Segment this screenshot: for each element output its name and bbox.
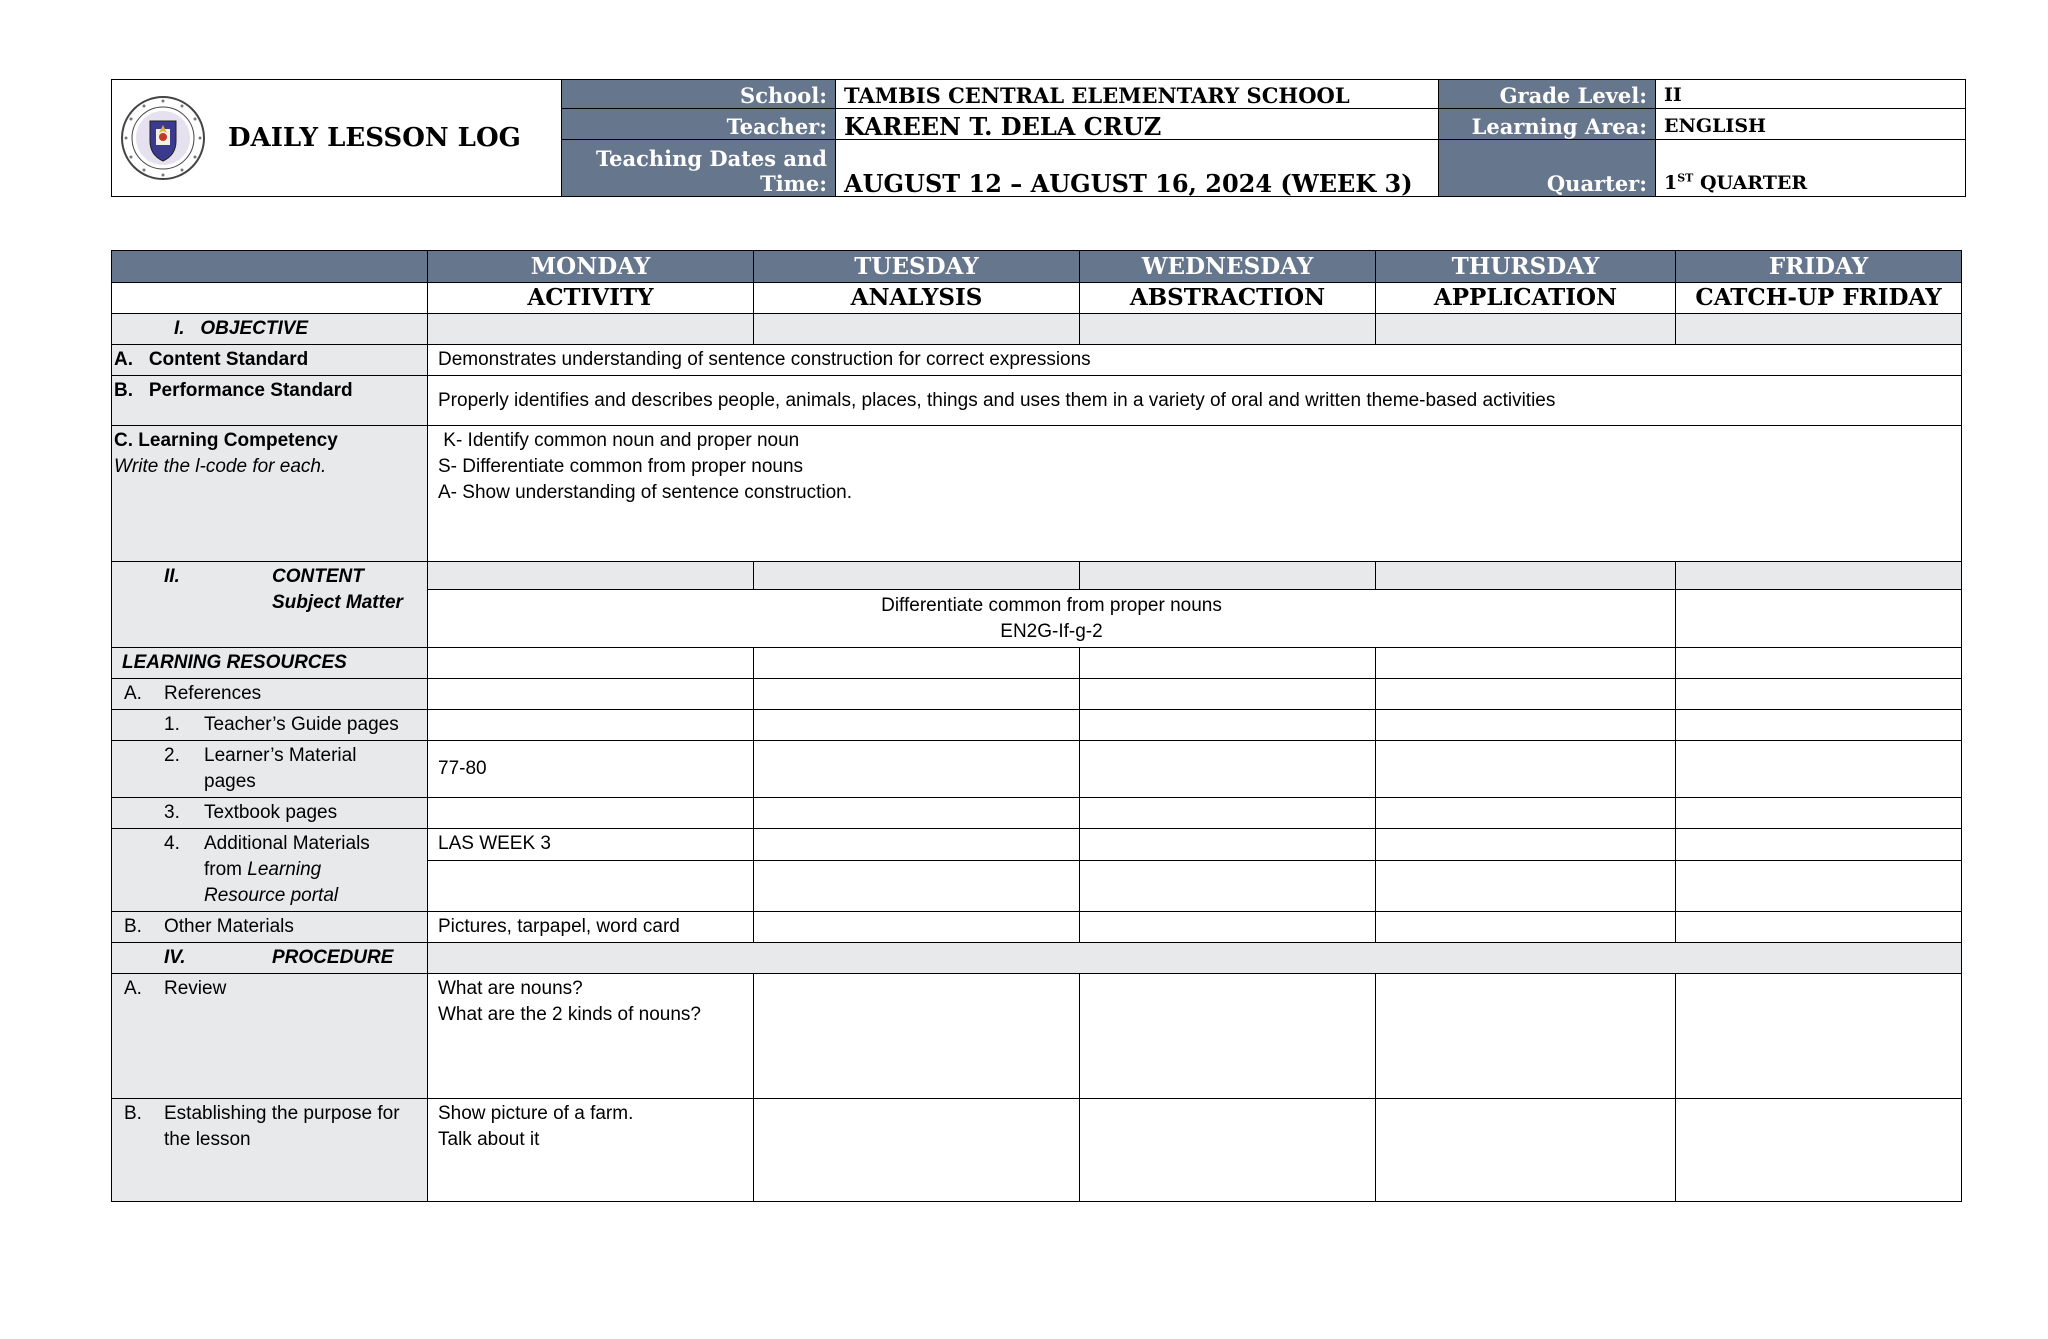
review-label: [112, 974, 428, 1099]
table-cell: [1376, 1099, 1676, 1202]
table-cell: [1080, 679, 1376, 710]
additional-materials-label: [112, 829, 428, 912]
dates-label: [562, 140, 836, 197]
other-materials-value: Pictures, tarpapel, word card: [428, 912, 754, 943]
phases-row: [112, 283, 1962, 314]
resources-heading: LEARNING RESOURCES: [112, 648, 428, 679]
quarter-text: QUARTER: [1693, 172, 1808, 194]
table-cell: [428, 861, 754, 912]
table-cell: [754, 741, 1080, 798]
table-cell: [1376, 829, 1676, 861]
procedure-number: IV.: [164, 947, 186, 968]
dates-label-line-2: Time:: [760, 171, 827, 196]
procedure-label: [112, 943, 428, 974]
table-cell: [1080, 861, 1376, 912]
competency-line: S- Differentiate common from proper nouns: [438, 456, 804, 477]
quarter-label: Quarter:: [1439, 140, 1656, 197]
day-tuesday: TUESDAY: [754, 251, 1080, 283]
quarter-number: 1: [1664, 172, 1678, 194]
content-row: [112, 562, 1962, 590]
table-cell: [1676, 798, 1962, 829]
table-cell: [1676, 648, 1962, 679]
performance-standard-row: [112, 376, 1962, 426]
purpose-text-1: Establishing the purpose for: [164, 1103, 400, 1124]
review-line: What are nouns?: [438, 978, 583, 999]
table-cell: [1376, 710, 1676, 741]
learners-material-label: [112, 741, 428, 798]
table-cell: [1676, 1099, 1962, 1202]
table-cell: [428, 710, 754, 741]
phase-activity: ACTIVITY: [428, 283, 754, 314]
table-cell: [1376, 314, 1676, 345]
table-cell: [754, 829, 1080, 861]
subject-matter-code: EN2G-If-g-2: [1000, 620, 1103, 642]
grade-value: II: [1656, 80, 1966, 109]
table-cell: [754, 710, 1080, 741]
purpose-line: Talk about it: [438, 1129, 540, 1150]
table-cell: [1676, 974, 1962, 1099]
review-line: What are the 2 kinds of nouns?: [438, 1004, 701, 1025]
additional-materials-number: 4.: [164, 833, 180, 854]
content-heading: CONTENT: [272, 566, 364, 587]
references-text: References: [164, 683, 262, 704]
lesson-log-table: [111, 250, 1962, 1202]
table-cell: [754, 648, 1080, 679]
content-number: II.: [164, 566, 180, 587]
procedure-row: [112, 943, 1962, 974]
table-cell: [1376, 798, 1676, 829]
performance-standard-label: B. Performance Standard: [112, 376, 428, 426]
references-label: [112, 679, 428, 710]
procedure-heading: PROCEDURE: [272, 947, 394, 968]
table-cell: [1676, 562, 1962, 590]
other-materials-row: [112, 912, 1962, 943]
other-materials-text: Other Materials: [164, 916, 294, 937]
purpose-line: Show picture of a farm.: [438, 1103, 634, 1124]
learners-material-text-1: Learner’s Material: [204, 745, 357, 766]
teacher-label: Teacher:: [562, 109, 836, 140]
table-cell: [1080, 562, 1376, 590]
objective-heading: I. OBJECTIVE: [174, 318, 309, 339]
teachers-guide-number: 1.: [164, 714, 180, 735]
day-wednesday: WEDNESDAY: [1080, 251, 1376, 283]
header-table: [111, 79, 1966, 197]
review-row: [112, 974, 1962, 1099]
content-standard-value: Demonstrates understanding of sentence construction for correct expressions: [428, 345, 1962, 376]
table-cell: [1376, 912, 1676, 943]
table-cell: [428, 562, 754, 590]
performance-standard-value: Properly identifies and describes people, animals, places, things and uses them in a variety of oral and written theme-based activities: [428, 376, 1962, 426]
corner-cell: [112, 251, 428, 283]
review-text: Review: [164, 978, 227, 999]
learners-material-text-2: pages: [204, 771, 256, 792]
day-monday: MONDAY: [428, 251, 754, 283]
dates-value: AUGUST 12 – AUGUST 16, 2024 (WEEK 3): [836, 140, 1439, 197]
table-cell: [428, 679, 754, 710]
phase-abstraction: ABSTRACTION: [1080, 283, 1376, 314]
additional-materials-text-3: Resource portal: [204, 885, 339, 906]
table-cell: [1376, 741, 1676, 798]
phase-application: APPLICATION: [1376, 283, 1676, 314]
quarter-value: [1656, 140, 1966, 197]
resources-row: [112, 648, 1962, 679]
competency-note: Write the l-code for each.: [114, 456, 327, 477]
teachers-guide-row: [112, 710, 1962, 741]
other-materials-number: B.: [124, 916, 142, 937]
other-materials-label: [112, 912, 428, 943]
purpose-number: B.: [124, 1103, 142, 1124]
table-cell: [1676, 741, 1962, 798]
learners-material-value: 77-80: [428, 741, 754, 798]
table-cell: [1080, 648, 1376, 679]
table-cell: [1376, 648, 1676, 679]
review-value: [428, 974, 754, 1099]
table-cell: [754, 912, 1080, 943]
content-label: [112, 562, 428, 648]
subject-matter-line: Differentiate common from proper nouns: [881, 594, 1222, 616]
content-standard-row: [112, 345, 1962, 376]
competency-heading: C. Learning Competency: [114, 430, 338, 451]
review-number: A.: [124, 978, 142, 999]
table-cell: [1676, 710, 1962, 741]
table-cell: [754, 679, 1080, 710]
objective-label: [112, 314, 428, 345]
phase-blank: [112, 283, 428, 314]
competency-row: [112, 426, 1962, 562]
table-cell: [428, 314, 754, 345]
textbook-text: Textbook pages: [204, 802, 338, 823]
school-value: TAMBIS CENTRAL ELEMENTARY SCHOOL: [836, 80, 1439, 109]
table-cell: [1080, 829, 1376, 861]
subject-matter-heading: Subject Matter: [272, 592, 403, 613]
table-cell: [1080, 912, 1376, 943]
table-cell: [1080, 314, 1376, 345]
additional-materials-text-2a: from: [204, 859, 248, 880]
additional-materials-value: LAS WEEK 3: [428, 829, 754, 861]
deped-seal-icon: [120, 95, 206, 181]
days-row: [112, 251, 1962, 283]
references-number: A.: [124, 683, 142, 704]
phase-catch-up: CATCH-UP FRIDAY: [1676, 283, 1962, 314]
table-cell: [1080, 710, 1376, 741]
content-standard-label: A. Content Standard: [112, 345, 428, 376]
purpose-value: [428, 1099, 754, 1202]
additional-materials-text-2b: Learning: [247, 859, 322, 880]
table-cell: [1080, 974, 1376, 1099]
purpose-label: [112, 1099, 428, 1202]
additional-materials-text-1: Additional Materials: [204, 833, 370, 854]
references-row: [112, 679, 1962, 710]
textbook-label: [112, 798, 428, 829]
table-cell: [1676, 679, 1962, 710]
table-cell: [1376, 562, 1676, 590]
teachers-guide-label: [112, 710, 428, 741]
area-value: ENGLISH: [1656, 109, 1966, 140]
table-cell: [1376, 974, 1676, 1099]
table-cell: [1676, 590, 1962, 648]
table-cell: [1676, 314, 1962, 345]
school-label: School:: [562, 80, 836, 109]
learners-material-row: [112, 741, 1962, 798]
table-cell: [1376, 861, 1676, 912]
purpose-text-2: the lesson: [164, 1129, 251, 1150]
teacher-value: KAREEN T. DELA CRUZ: [836, 109, 1439, 140]
table-cell: [754, 974, 1080, 1099]
textbook-number: 3.: [164, 802, 180, 823]
purpose-row: [112, 1099, 1962, 1202]
document-title: DAILY LESSON LOG: [228, 123, 521, 153]
table-cell: [754, 1099, 1080, 1202]
table-cell: [1676, 912, 1962, 943]
table-cell: [1080, 798, 1376, 829]
table-cell: [428, 648, 754, 679]
textbook-row: [112, 798, 1962, 829]
learners-material-number: 2.: [164, 745, 180, 766]
table-cell: [428, 798, 754, 829]
table-cell: [754, 314, 1080, 345]
table-cell: [1080, 1099, 1376, 1202]
phase-analysis: ANALYSIS: [754, 283, 1080, 314]
table-cell: [1676, 829, 1962, 861]
additional-materials-row: [112, 829, 1962, 861]
table-cell: [1080, 741, 1376, 798]
table-cell: [1676, 861, 1962, 912]
subject-matter-value: [428, 590, 1676, 648]
area-label: Learning Area:: [1439, 109, 1656, 140]
procedure-bar: [428, 943, 1962, 974]
competency-line: A- Show understanding of sentence construction.: [438, 482, 853, 503]
table-cell: [754, 798, 1080, 829]
competency-line: K- Identify common noun and proper noun: [438, 430, 800, 451]
day-friday: FRIDAY: [1676, 251, 1962, 283]
table-cell: [754, 861, 1080, 912]
competency-label: [112, 426, 428, 562]
quarter-superscript: ST: [1677, 171, 1694, 185]
day-thursday: THURSDAY: [1376, 251, 1676, 283]
table-cell: [754, 562, 1080, 590]
dates-label-line-1: Teaching Dates and: [595, 146, 827, 171]
logo-title-cell: [112, 80, 562, 197]
grade-label: Grade Level:: [1439, 80, 1656, 109]
teachers-guide-text: Teacher’s Guide pages: [204, 714, 399, 735]
objective-row: [112, 314, 1962, 345]
table-cell: [1376, 679, 1676, 710]
competency-value: [428, 426, 1962, 562]
